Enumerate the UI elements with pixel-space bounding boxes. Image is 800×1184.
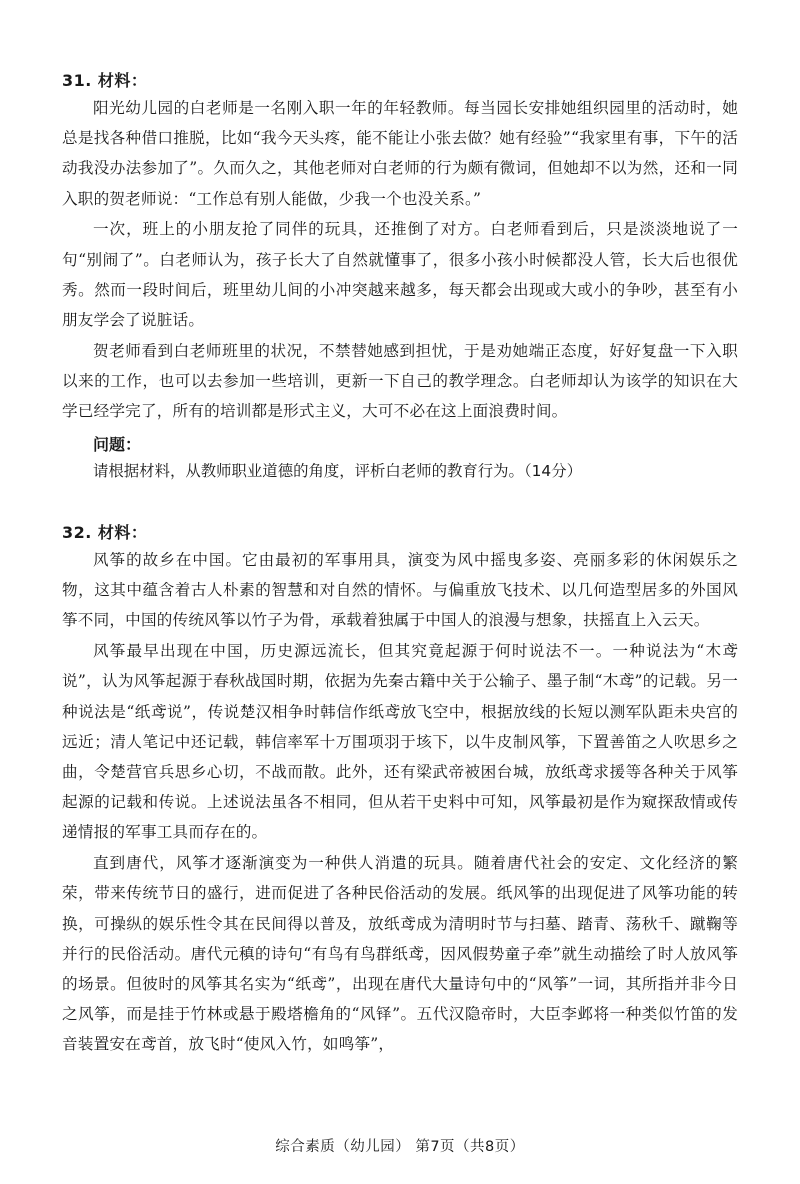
q32-paragraph-2: 风筝最早出现在中国，历史源远流长，但其究竟起源于何时说法不一。一种说法为“木鸢说”，认为风筝起源于春秋战国时期，依据为先秦古籍中关于公输子、墨子制“木鸢”的记载。另一种说法是“纸鸢说”，传说楚汉相争时韩信作纸鸢放飞空中，根据放线的长短以测军队距未央宫的远近；清人笔记中还记载，韩信率军十万围项羽于垓下，以牛皮制风筝，下置善笛之人吹思乡之曲，令楚营官兵思乡心切，不战而散。此外，还有梁武帝被困台城，放纸鸢求援等各种关于风筝起源的记载和传说。上述说法虽各不相同，但从若干史料中可知，风筝最初是作为窥探敌情或传递情报的军事工具而存在的。: [62, 642, 738, 842]
question-31-material: [62, 93, 738, 426]
q31-paragraph-2: 一次，班上的小朋友抢了同伴的玩具，还推倒了对方。白老师看到后，只是淡淡地说了一句“别闹了”。白老师认为，孩子长大了自然就懂事了，很多小孩小时候都没人管，长大后也很优秀。然而一段时间后，班里幼儿间的小冲突越来越多，每天都会出现或大或小的争吵，甚至有小朋友学会了说脏话。: [62, 220, 738, 330]
page-footer: 综合素质（幼儿园） 第7页（共8页）: [275, 1139, 525, 1155]
q31-paragraph-1: 阳光幼儿园的白老师是一名刚入职一年的年轻教师。每当园长安排她组织园里的活动时，她总是找各种借口推脱，比如“我今天头疼，能不能让小张去做？她有经验”“我家里有事，下午的活动我没办法参加了”。久而久之，其他老师对白老师的行为颇有微词，但她却不以为然，还和一同入职的贺老师说：“工作总有别人能做，少我一个也没关系。”: [62, 99, 738, 208]
q31-paragraph-3: 贺老师看到白老师班里的状况，不禁替她感到担忧，于是劝她端正态度，好好复盘一下入职以来的工作，也可以去参加一些培训，更新一下自己的教学理念。白老师却认为该学的知识在大学已经学完了，所有的培训都是形式主义，大可不必在这上面浪费时间。: [62, 341, 738, 421]
question-31-label: 问题：: [93, 435, 142, 454]
q32-paragraph-1: 风筝的故乡在中国。它由最初的军事用具，演变为风中摇曳多姿、亮丽多彩的休闲娱乐之物，这其中蕴含着古人朴素的智慧和对自然的情怀。与偏重放飞技术、以几何造型居多的外国风筝不同，中国的传统风筝以竹子为骨，承载着独属于中国人的浪漫与想象，扶摇直上入云天。: [62, 551, 738, 630]
q32-paragraph-3: 直到唐代，风筝才逐渐演变为一种供人消遣的玩具。随着唐代社会的安定、文化经济的繁荣，带来传统节日的盛行，进而促进了各种民俗活动的发展。纸风筝的出现促进了风筝功能的转换，可操纵的娱乐性令其在民间得以普及，放纸鸢成为清明时节与扫墓、踏青、荡秋千、蹴鞠等并行的民俗活动。唐代元稹的诗句“有鸟有鸟群纸鸢，因风假势童子牵”就生动描绘了时人放风筝的场景。但彼时的风筝其名实为“纸鸢”，出现在唐代大量诗句中的“风筝”一词，其所指并非今日之风筝，而是挂于竹林或悬于殿塔檐角的“风铎”。五代汉隐帝时，大臣李邺将一种类似竹笛的发音装置安在鸢首，放飞时“使风入竹，如鸣筝”，: [62, 854, 738, 1054]
question-32-number: 32. 材料：: [62, 523, 148, 542]
question-31-prompt: 请根据材料，从教师职业道德的角度，评析白老师的教育行为。（14分）: [93, 462, 582, 480]
question-31-number: 31. 材料：: [62, 71, 148, 90]
question-32-material: [62, 545, 738, 1060]
